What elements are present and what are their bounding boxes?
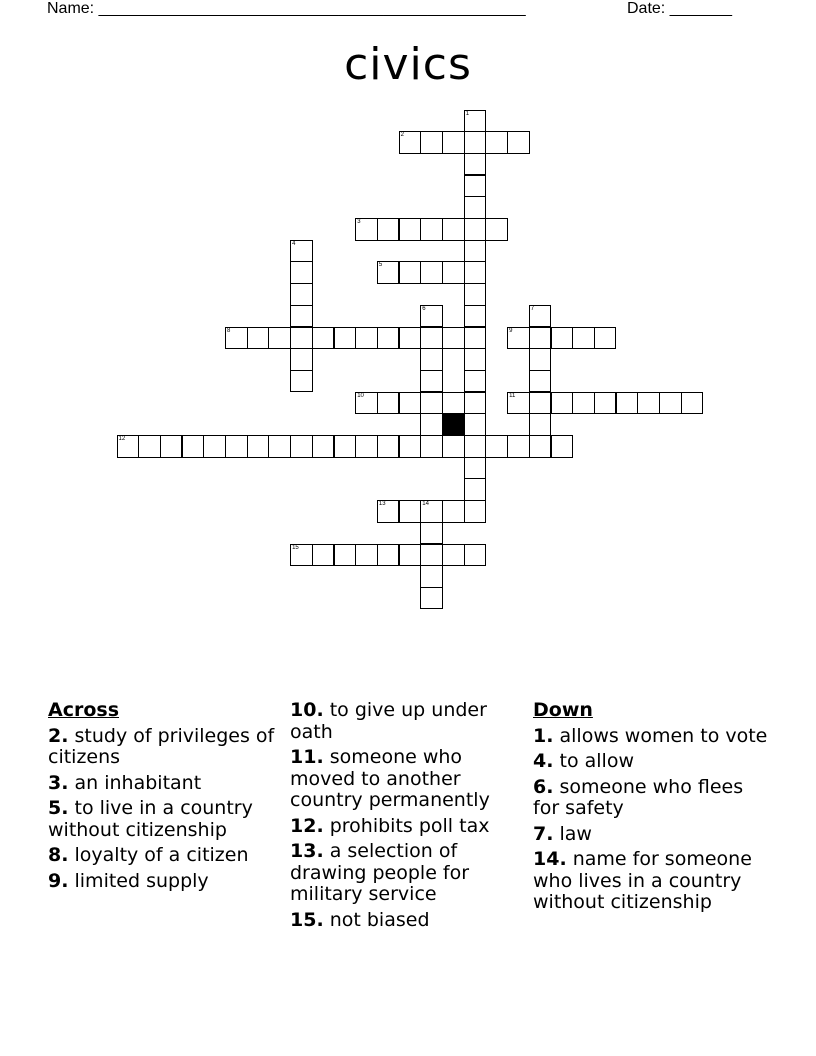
grid-cell[interactable] — [464, 283, 487, 306]
grid-cell[interactable] — [464, 261, 487, 284]
grid-cell[interactable] — [529, 392, 552, 415]
grid-cell[interactable] — [290, 305, 313, 328]
grid-cell[interactable] — [594, 392, 617, 415]
grid-cell[interactable] — [442, 327, 465, 350]
grid-cell[interactable] — [464, 196, 487, 219]
grid-cell[interactable] — [681, 392, 704, 415]
grid-cell[interactable] — [551, 435, 574, 458]
cell-number: 5 — [378, 262, 383, 269]
grid-cell[interactable] — [464, 392, 487, 415]
clue-number: 8. — [48, 844, 69, 866]
grid-cell[interactable] — [637, 392, 660, 415]
grid-cell[interactable] — [529, 327, 552, 350]
clue-text: to give up under oath — [290, 699, 487, 743]
grid-cell[interactable] — [485, 435, 508, 458]
cell-number: 10 — [357, 392, 364, 399]
grid-cell[interactable] — [464, 175, 487, 198]
grid-cell[interactable] — [420, 218, 443, 241]
cell-number: 4 — [292, 240, 296, 247]
cell-number: 11 — [509, 392, 516, 399]
grid-cell[interactable] — [268, 435, 291, 458]
across-clue — [290, 700, 522, 743]
cell-number: 9 — [509, 327, 513, 334]
grid-cell[interactable] — [399, 261, 422, 284]
grid-cell[interactable] — [138, 435, 161, 458]
grid-cell[interactable] — [420, 544, 443, 567]
grid-cell[interactable] — [312, 544, 335, 567]
grid-cell[interactable] — [442, 392, 465, 415]
grid-cell[interactable] — [529, 435, 552, 458]
grid-cell[interactable] — [420, 435, 443, 458]
grid-cell[interactable] — [182, 435, 205, 458]
grid-cell[interactable] — [334, 544, 357, 567]
grid-cell[interactable] — [247, 327, 270, 350]
clue-number: 6. — [533, 775, 554, 798]
cell-number: 14 — [422, 501, 429, 508]
name-line: Name: ________________________________________________ — [47, 0, 526, 17]
grid-cell[interactable] — [334, 435, 357, 458]
across-clue — [290, 816, 522, 838]
clue-number: 12. — [290, 814, 324, 837]
clue-text: name for someone who lives in a country without citizenship — [533, 848, 752, 913]
grid-cell[interactable] — [529, 370, 552, 393]
cell-number: 8 — [227, 327, 231, 334]
across-clue — [48, 845, 280, 867]
clue-text: to allow — [559, 750, 634, 772]
across-clue — [290, 841, 522, 906]
grid-cell[interactable] — [290, 544, 313, 567]
grid-cell[interactable] — [420, 261, 443, 284]
clue-text: loyalty of a citizen — [74, 844, 249, 866]
grid-cell[interactable] — [659, 392, 682, 415]
cell-number: 12 — [118, 436, 126, 442]
grid-cell[interactable] — [377, 544, 400, 567]
clue-number: 13. — [290, 840, 324, 862]
grid-cell[interactable] — [399, 435, 422, 458]
grid-cell[interactable] — [420, 370, 443, 393]
grid-cell[interactable] — [529, 413, 552, 436]
grid-cell[interactable] — [464, 413, 487, 436]
grid-cell[interactable] — [420, 348, 443, 371]
down-heading: Down — [533, 699, 593, 721]
grid-cell[interactable] — [377, 392, 400, 415]
across-clue — [290, 910, 522, 932]
grid-cell[interactable] — [399, 131, 422, 154]
grid-cell[interactable] — [551, 327, 574, 350]
clue-number: 4. — [533, 750, 554, 772]
grid-cell[interactable] — [420, 327, 443, 350]
clue-text: someone who flees for safety — [533, 775, 744, 819]
grid-cell[interactable] — [507, 435, 530, 458]
grid-cell[interactable] — [464, 544, 487, 567]
clue-number: 15. — [290, 908, 324, 931]
clue-number: 7. — [533, 822, 554, 845]
grid-cell[interactable] — [529, 305, 552, 328]
grid-cell[interactable] — [464, 500, 487, 523]
grid-cell[interactable] — [529, 348, 552, 371]
clue-text: allows women to vote — [559, 724, 768, 747]
grid-cell[interactable] — [507, 327, 530, 350]
grid-cell[interactable] — [355, 327, 378, 350]
grid-cell[interactable] — [442, 131, 465, 154]
grid-cell[interactable] — [420, 500, 443, 523]
grid-cell[interactable] — [117, 435, 140, 458]
grid-cell[interactable] — [399, 327, 422, 350]
grid-cell[interactable] — [290, 240, 313, 263]
grid-cell[interactable] — [442, 435, 465, 458]
grid-cell[interactable] — [290, 435, 313, 458]
grid-cell[interactable] — [464, 478, 487, 501]
clue-number: 3. — [48, 771, 69, 794]
grid-cell[interactable] — [420, 392, 443, 415]
clue-text: study of privileges of citizens — [48, 724, 275, 768]
grid-cell[interactable] — [485, 131, 508, 154]
grid-cell[interactable] — [225, 435, 248, 458]
grid-cell[interactable] — [290, 283, 313, 306]
across-clue — [48, 726, 280, 769]
clue-text: limited supply — [74, 869, 209, 892]
grid-cell[interactable] — [377, 218, 400, 241]
grid-cell[interactable] — [290, 327, 313, 350]
grid-cell[interactable] — [464, 240, 487, 263]
across-clue — [290, 747, 522, 812]
grid-cell[interactable] — [290, 370, 313, 393]
grid-cell[interactable] — [268, 327, 291, 350]
grid-cell[interactable] — [551, 392, 574, 415]
cell-number: 1 — [465, 110, 470, 117]
clue-number: 11. — [290, 746, 324, 768]
across-clue — [48, 773, 280, 795]
grid-cell[interactable] — [464, 457, 487, 480]
clues-column-2 — [290, 700, 522, 935]
grid-cell[interactable] — [507, 392, 530, 415]
clues-column-3 — [533, 700, 773, 918]
grid-cell[interactable] — [442, 261, 465, 284]
grid-cell[interactable] — [616, 392, 639, 415]
clue-text: a selection of drawing people for military service — [290, 840, 470, 905]
grid-cell[interactable] — [399, 500, 422, 523]
grid-cell[interactable] — [312, 327, 335, 350]
grid-cell[interactable] — [464, 153, 487, 176]
grid-cell[interactable] — [377, 500, 400, 523]
clue-text: law — [559, 822, 592, 845]
clue-number: 10. — [290, 699, 324, 721]
grid-cell[interactable] — [442, 500, 465, 523]
grid-cell[interactable] — [399, 544, 422, 567]
grid-cell[interactable] — [442, 218, 465, 241]
grid-cell[interactable] — [377, 435, 400, 458]
clue-number: 14. — [533, 848, 567, 870]
grid-cell[interactable] — [572, 392, 595, 415]
grid-cell[interactable] — [355, 392, 378, 415]
date-line: Date: _______ — [627, 0, 732, 17]
clue-text: someone who moved to another country permanently — [290, 746, 490, 811]
grid-cell[interactable] — [355, 218, 378, 241]
grid-cell[interactable] — [247, 435, 270, 458]
grid-cell[interactable] — [225, 327, 248, 350]
grid-cell[interactable] — [594, 327, 617, 350]
cell-number: 2 — [400, 132, 404, 139]
grid-cell[interactable] — [572, 327, 595, 350]
clue-text: not biased — [329, 908, 430, 931]
grid-cell[interactable] — [420, 565, 443, 588]
grid-cell[interactable] — [442, 544, 465, 567]
grid-cell[interactable] — [203, 435, 226, 458]
grid-cell[interactable] — [464, 110, 487, 133]
grid-cell[interactable] — [355, 435, 378, 458]
grid-cell[interactable] — [464, 348, 487, 371]
clue-number: 9. — [48, 869, 69, 892]
grid-cell[interactable] — [464, 370, 487, 393]
grid-cell[interactable] — [464, 327, 487, 350]
across-clue — [48, 871, 280, 893]
down-clue — [533, 824, 773, 846]
clue-number: 1. — [533, 724, 554, 747]
grid-cell[interactable] — [160, 435, 183, 458]
grid-cell[interactable] — [290, 261, 313, 284]
grid-cell[interactable] — [290, 348, 313, 371]
grid-cell[interactable] — [334, 327, 357, 350]
puzzle-title: civics — [344, 39, 472, 90]
grid-cell[interactable] — [420, 413, 443, 436]
clue-text: prohibits poll tax — [329, 814, 490, 837]
clues-column-1 — [48, 700, 280, 896]
grid-cell[interactable] — [399, 218, 422, 241]
across-clue — [48, 798, 280, 841]
clue-text: an inhabitant — [74, 771, 202, 794]
grid-cell[interactable] — [420, 522, 443, 545]
grid-cell[interactable] — [420, 305, 443, 328]
cell-number: 15 — [292, 544, 299, 551]
clue-number: 2. — [48, 724, 69, 747]
grid-cell[interactable] — [420, 131, 443, 154]
grid-cell[interactable] — [464, 218, 487, 241]
cell-number: 3 — [357, 219, 361, 225]
down-clue — [533, 751, 773, 773]
grid-block — [442, 413, 465, 436]
down-clue — [533, 726, 773, 748]
grid-cell[interactable] — [464, 435, 487, 458]
across-heading: Across — [48, 699, 120, 721]
down-clue — [533, 849, 773, 914]
cell-number: 7 — [530, 305, 535, 312]
grid-cell[interactable] — [464, 131, 487, 154]
grid-cell[interactable] — [377, 327, 400, 350]
grid-cell[interactable] — [399, 392, 422, 415]
grid-cell[interactable] — [485, 218, 508, 241]
grid-cell[interactable] — [312, 435, 335, 458]
grid-cell[interactable] — [355, 544, 378, 567]
grid-cell[interactable] — [420, 587, 443, 610]
clue-number: 5. — [48, 797, 69, 819]
grid-cell[interactable] — [377, 261, 400, 284]
grid-cell[interactable] — [464, 305, 487, 328]
cell-number: 6 — [422, 305, 426, 312]
grid-cell[interactable] — [507, 131, 530, 154]
down-clue — [533, 777, 773, 820]
clue-text: to live in a country without citizenship — [48, 797, 253, 841]
cell-number: 13 — [378, 501, 386, 508]
